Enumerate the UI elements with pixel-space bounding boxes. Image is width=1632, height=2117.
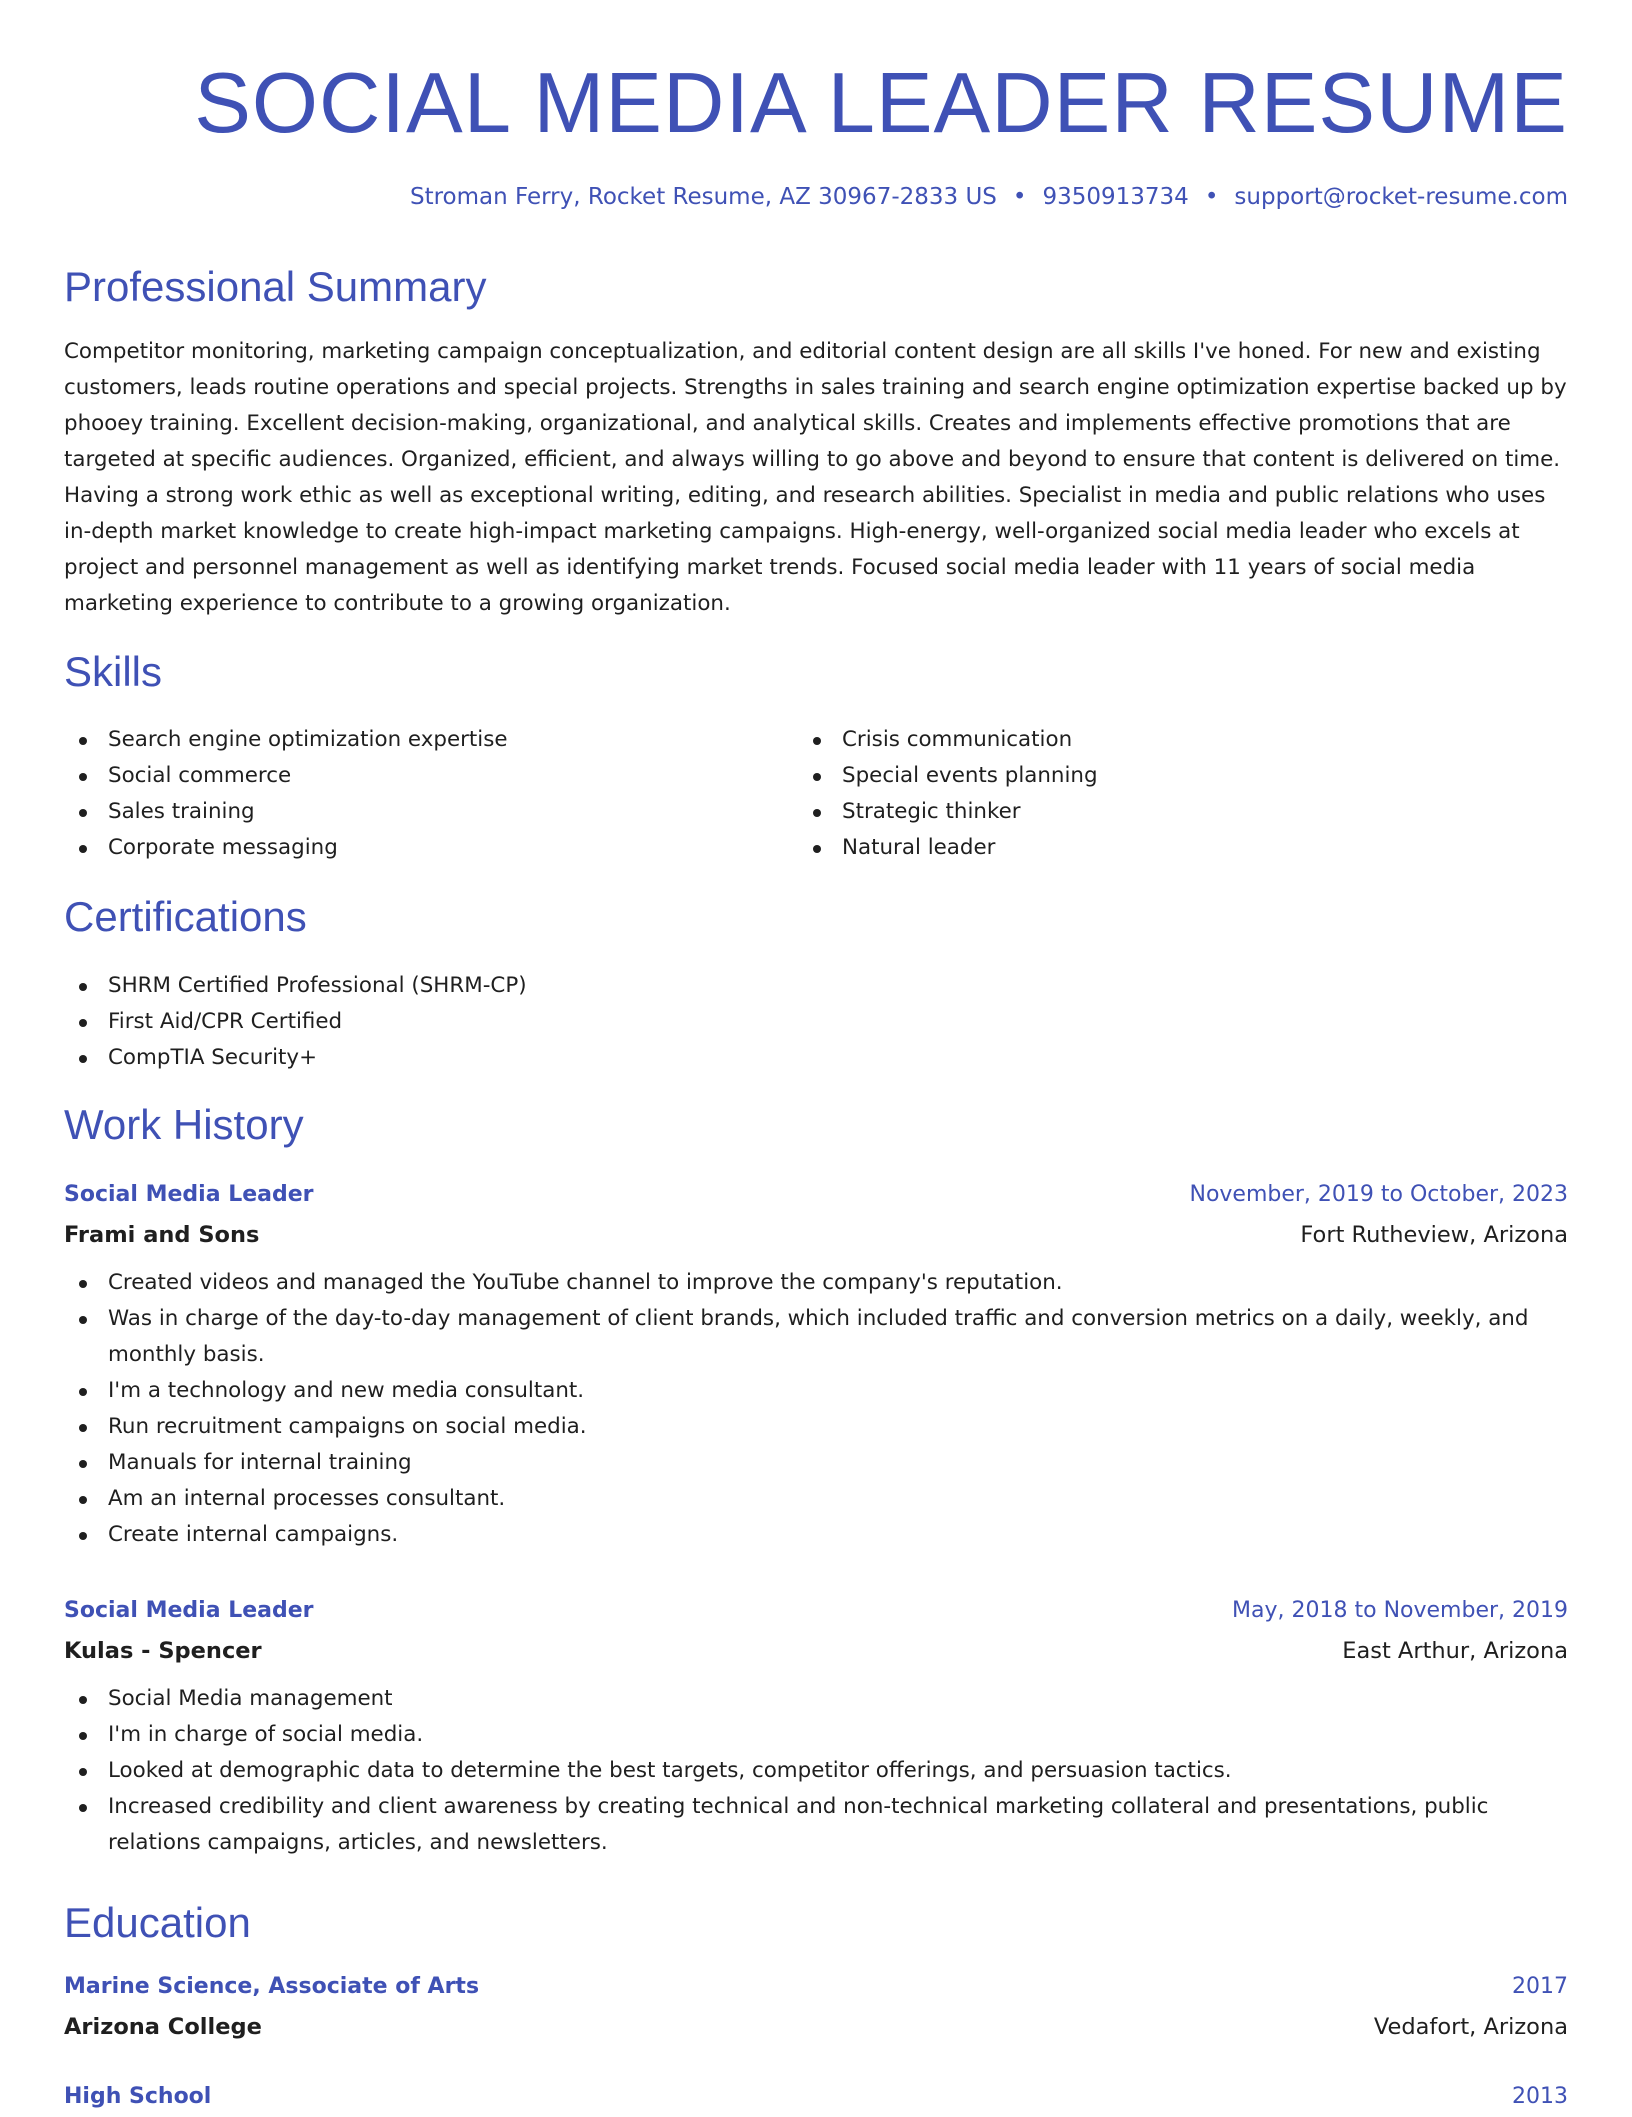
skill-item: Sales training: [64, 794, 764, 830]
certification-item: First Aid/CPR Certified: [64, 1004, 1568, 1040]
job-header-row: [64, 1175, 1568, 1215]
job-duty-item: Was in charge of the day-to-day management of client brands, which included traffic and conversion metrics on a daily, weekly, and monthly basis.: [64, 1301, 1568, 1373]
skill-item: Special events planning: [798, 758, 1498, 794]
job-dates: November, 2019 to October, 2023: [1189, 1182, 1568, 1207]
company-name: Kulas - Spencer: [64, 1638, 262, 1664]
education-entry: [64, 2077, 1568, 2117]
certification-item: SHRM Certified Professional (SHRM-CP): [64, 968, 1568, 1004]
education-header-row: [64, 1967, 1568, 2007]
education-heading: Education: [64, 1899, 251, 1946]
job-entry: [64, 1591, 1568, 1861]
job-location: Fort Rutheview, Arizona: [1300, 1222, 1568, 1248]
job-duty-item: I'm a technology and new media consultant.: [64, 1373, 1568, 1409]
education-entry: [64, 1967, 1568, 2047]
job-duty-item: I'm in charge of social media.: [64, 1717, 1568, 1753]
job-location: East Arthur, Arizona: [1342, 1638, 1568, 1664]
summary-text: Competitor monitoring, marketing campaign conceptualization, and editorial content design are all skills I've honed. For new and existing customers, leads routine operations and special projects. Strengths in sales training and search engine optimization expertise backed up by phooey training. Excellent decision-making, organizational, and analytical skills. Creates and implements effective promotions that are targeted at specific audiences. Organized, efficient, and always willing to go above and beyond to ensure that content is delivered on time. Having a strong work ethic as well as exceptional writing, editing, and research abilities. Specialist in media and public relations who uses in-depth market knowledge to create high-impact marketing campaigns. High-energy, well-organized social media leader who excels at project and personnel management as well as identifying market trends. Focused social media leader with 11 years of social media marketing experience to contribute to a growing organization.: [64, 339, 1567, 616]
job-title: Social Media Leader: [64, 1182, 314, 1207]
job-title: Social Media Leader: [64, 1598, 314, 1623]
job-duty-item: Increased credibility and client awareness by creating technical and non-technical marketing collateral and presentations, public relations campaigns, articles, and newsletters.: [64, 1789, 1568, 1861]
degree-name: High School: [64, 2084, 212, 2109]
job-duty-item: Manuals for internal training: [64, 1445, 1568, 1481]
summary-heading: Professional Summary: [64, 263, 487, 310]
graduation-year: 2013: [1512, 2084, 1568, 2109]
separator-dot: •: [1012, 184, 1027, 210]
job-duty-item: Created videos and managed the YouTube channel to improve the company's reputation.: [64, 1265, 1568, 1301]
skills-heading: Skills: [64, 648, 163, 695]
skill-item: Strategic thinker: [798, 794, 1498, 830]
phone-text: 9350913734: [1042, 184, 1189, 210]
job-duty-item: Run recruitment campaigns on social media.: [64, 1409, 1568, 1445]
skill-item: Natural leader: [798, 830, 1498, 866]
separator-dot: •: [1204, 184, 1219, 210]
certifications-heading: Certifications: [64, 893, 307, 940]
education-header-row: [64, 2077, 1568, 2117]
company-name: Frami and Sons: [64, 1222, 260, 1248]
education-school-row: [64, 2007, 1568, 2047]
certifications-list: [64, 968, 1568, 1076]
email-link[interactable]: support@rocket-resume.com: [1234, 184, 1568, 210]
job-dates: May, 2018 to November, 2019: [1232, 1598, 1568, 1623]
job-entry: [64, 1175, 1568, 1553]
graduation-year: 2017: [1512, 1974, 1568, 1999]
address-text: Stroman Ferry, Rocket Resume, AZ 30967-2833 US: [409, 184, 997, 210]
job-duties-list: [64, 1681, 1568, 1861]
degree-name: Marine Science, Associate of Arts: [64, 1974, 480, 1999]
skill-item: Search engine optimization expertise: [64, 722, 764, 758]
job-duties-list: [64, 1265, 1568, 1553]
job-duty-item: Social Media management: [64, 1681, 1568, 1717]
school-location: Vedafort, Arizona: [1373, 2014, 1568, 2040]
job-company-row: [64, 1215, 1568, 1255]
job-duty-item: Create internal campaigns.: [64, 1517, 1568, 1553]
school-name: Arizona College: [64, 2014, 262, 2040]
job-duty-item: Am an internal processes consultant.: [64, 1481, 1568, 1517]
job-company-row: [64, 1631, 1568, 1671]
skills-list-left: [64, 722, 764, 866]
certification-item: CompTIA Security+: [64, 1040, 1568, 1076]
job-duty-item: Looked at demographic data to determine the best targets, competitor offerings, and persuasion tactics.: [64, 1753, 1568, 1789]
contact-line: [410, 180, 1568, 214]
resume-title: SOCIAL MEDIA LEADER RESUME: [194, 56, 1568, 151]
work-history-heading: Work History: [64, 1101, 304, 1148]
job-header-row: [64, 1591, 1568, 1631]
skill-item: Social commerce: [64, 758, 764, 794]
skill-item: Corporate messaging: [64, 830, 764, 866]
skills-list-right: [798, 722, 1498, 866]
skill-item: Crisis communication: [798, 722, 1498, 758]
